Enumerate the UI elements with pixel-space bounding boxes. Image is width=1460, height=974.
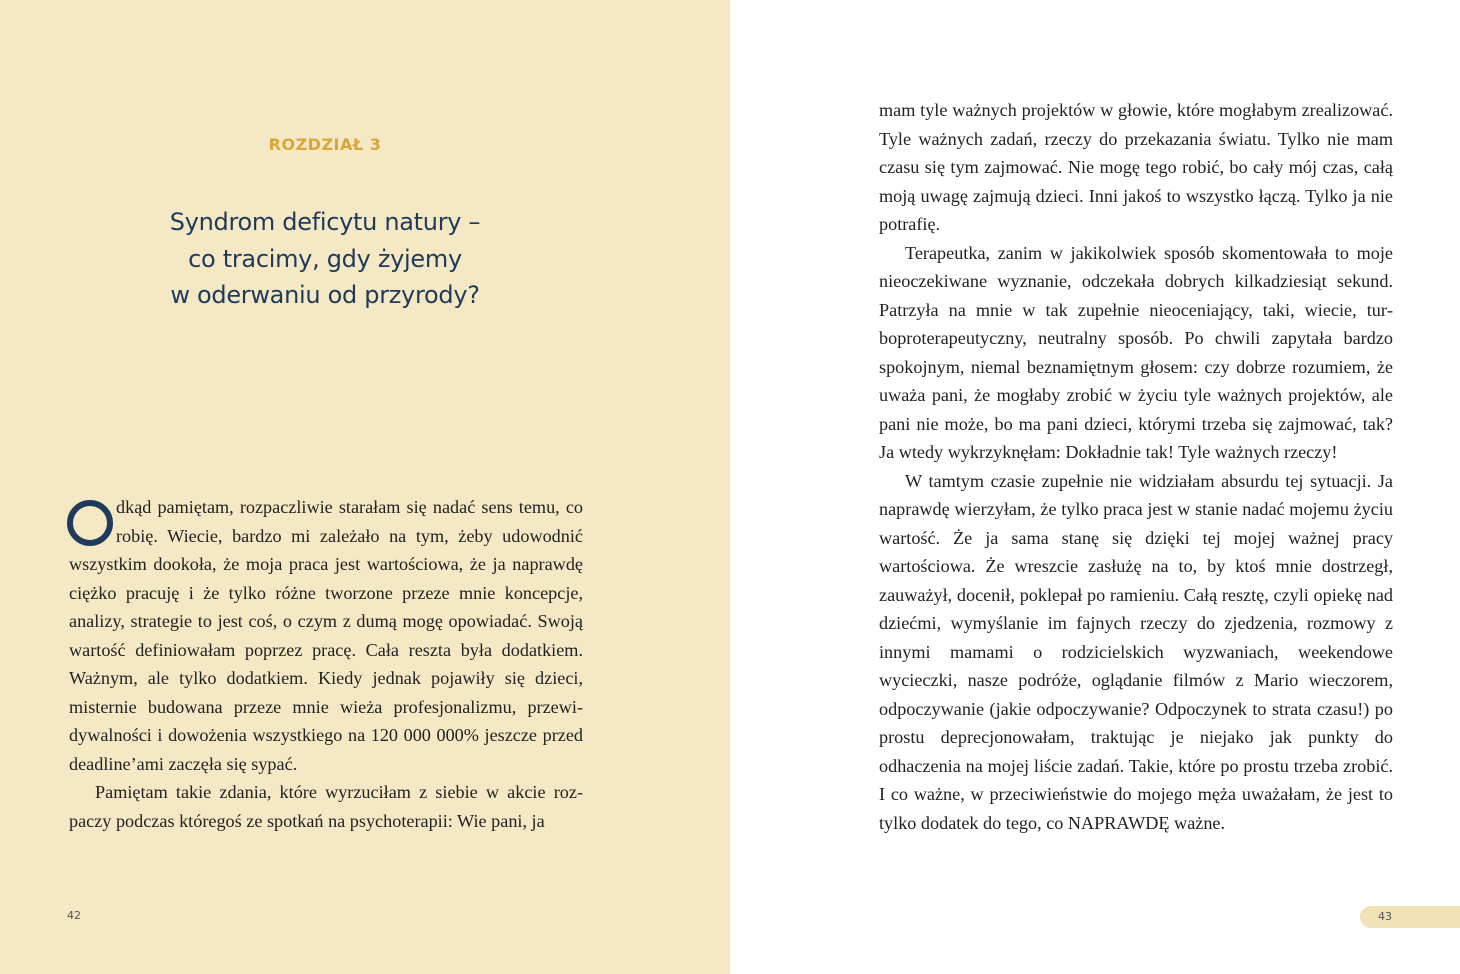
paragraph: mam tyle ważnych projektów w głowie, które mogłabym zrealizować. Tyle ważnych zadań, rzeczy do przekazania światu. Tylko nie mam czasu się tym zajmować. Nie mogę tego robić, bo cały mój czas, całą moją uwagę zajmują dzieci. Inni jakoś to wszystko łączą. Tylko ja nie potrafię.	[879, 100, 1393, 234]
drop-cap-o	[67, 500, 113, 546]
left-body-text	[69, 493, 583, 835]
paragraph: Terapeutka, zanim w jakikolwiek sposób skomentowała to moje nieoczekiwane wyznanie, odczekała dobrych kilkadziesiąt sekund. Patrzyła na mnie w tak zupełnie nieoceniający, taki, wiecie, turboproterapeutyczny, neutralny sposób. Po chwili zapytała bardzo spokojnym, niemal beznamiętnym głosem: czy dobrze rozumiem, że uważa pani, że mogłaby zrobić w życiu tyle ważnych projektów, ale pani nie może, bo ma pani dzieci, którymi trzeba się zajmować, tak? Ja wtedy wykrzyknęłam: Dokładnie tak! Tyle ważnych rzeczy!	[879, 242, 1393, 462]
chapter-title-line: w oderwaniu od przyrody?	[170, 281, 480, 309]
right-body-text	[879, 96, 1393, 837]
chapter-title-line: co tracimy, gdy żyjemy	[188, 244, 462, 273]
chapter-title	[69, 204, 581, 314]
chapter-label: ROZDZIAŁ 3	[268, 135, 382, 154]
paragraph-text: dkąd pamiętam, rozpaczliwie starałam się nadać sens temu, co robię. Wiecie, bardzo mi zależało na tym, żeby udowodnić wszystkim dookoła, że moja praca jest wartościowa, że ja naprawdę ciężko pracuję i że tylko różne tworzone przeze mnie koncepcje, analizy, strategie to jest coś, o czym z dumą mogę opowiadać. Swoją wartość definiowałam poprzez pracę. Cała reszta była dodatkiem. Ważnym, ale tylko dodatkiem. Kiedy jednak pojawiły się dzieci, misternie budowana przeze mnie wieża profesjonalizmu, przewidywalności i dowożenia wszystkiego na 120 000 000% jeszcze przed deadline’ami zaczęła się sypać.	[69, 497, 583, 774]
page-number-tab	[1360, 906, 1460, 928]
page-number: 43	[1378, 910, 1392, 923]
right-page	[730, 0, 1460, 974]
page-number: 42	[67, 909, 81, 922]
first-paragraph	[69, 493, 583, 778]
paragraph: W tamtym czasie zupełnie nie widziałam absurdu tej sytuacji. Ja naprawdę wierzyłam, że tylko praca jest w stanie nadać mojemu życiu wartość. Że ja sama stanę się dzięki tej mojej ważnej pracy wartościowa. Że wreszcie zasłużę na to, by ktoś mnie dostrzegł, zauważył, docenił, poklepał po ramieniu. Całą resztę, czyli opiekę nad dziećmi, wymyślanie im fajnych rzeczy do zjedzenia, rozmowy z innymi mamami o rodzicielskich wyzwaniach, weekendowe wycieczki, nasze podróże, oglądanie filmów z Mario wieczorem, odpoczywanie (jakie odpoczywanie? Odpoczynek to strata czasu!) po prostu deprecjonowałam, traktując je niejako jak punkty do odhaczenia na mojej liście zadań. Takie, które po prostu trzeba zrobić. I co ważne, w przeciwieństwie do mojego męża uważałam, że jest to tylko dodatek do tego, co NAPRAWDĘ ważne.	[879, 470, 1393, 833]
paragraph: Pamiętam takie zdania, które wyrzuciłam z siebie w akcie rozpaczy podczas któregoś ze spotkań na psychoterapii: Wie pani, ja	[69, 782, 583, 831]
chapter-title-line: Syndrom deficytu natury –	[169, 208, 481, 236]
